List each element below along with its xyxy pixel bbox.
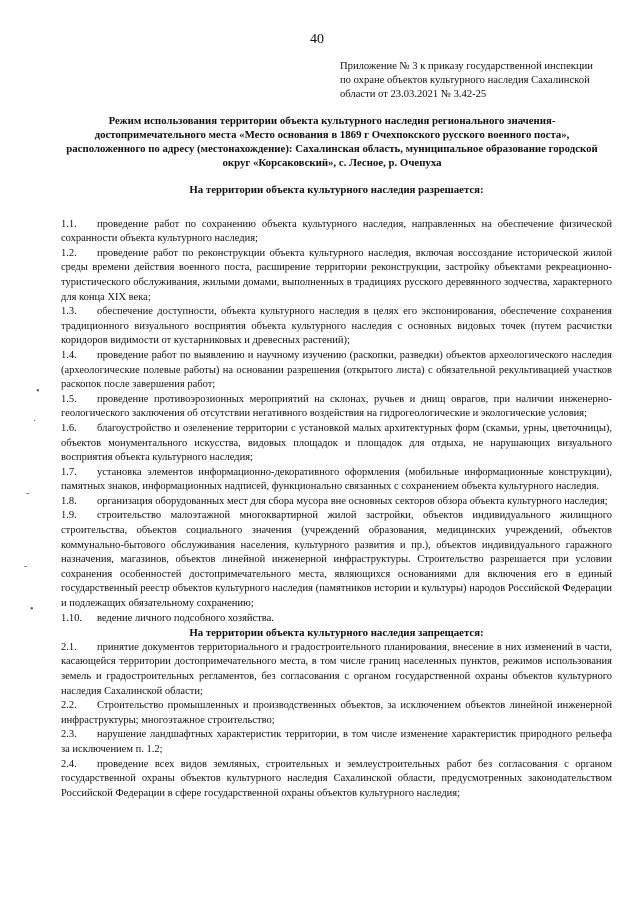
list-item	[61, 218, 612, 247]
item-text: установка элементов информационно-декоративного оформления (мобильные информационные конструкции), памятных знаков, информационных надписей, функционально связанных с сохранением объекта культурного наследия.	[61, 466, 612, 493]
list-item	[61, 466, 612, 495]
item-text: обеспечение доступности, объекта культурного наследия в целях его экспонирования, обеспечение сохранения традиционного визуального восприятия объекта культурного наследия с основных видовых точек (путем расчистки коридоров видимости от кустарниковых и древесных растений);	[61, 306, 612, 347]
appendix-line: по охране объектов культурного наследия Сахалинской	[340, 75, 590, 86]
item-number: 1.4.	[61, 349, 77, 361]
item-number: 1.7.	[61, 466, 77, 478]
item-number: 2.1.	[61, 641, 77, 653]
item-number: 2.3.	[61, 729, 77, 741]
title-line: расположенного по адресу (местонахождение): Сахалинская область, муниципальное образование городской	[66, 143, 598, 155]
scan-mark: -	[26, 488, 30, 499]
item-text: проведение работ по сохранению объекта культурного наследия, направленных на обеспечение физической сохранности объекта культурного наследия;	[61, 218, 612, 245]
item-text: проведение работ по реконструкции объекта культурного наследия, включая воссоздание исторической жилой среды времени действия военного поста, расширение территории реконструкции, застройку объектами рекреационно- туристического обслуживания, жилыми домами, выполненных в традициях русского деревянного зодчества, характерного для конца XIX века;	[61, 247, 612, 303]
item-number: 1.9.	[61, 510, 77, 522]
document-title	[52, 114, 612, 170]
document-body	[61, 183, 612, 801]
item-number: 1.1.	[61, 218, 77, 230]
item-text: строительство малоэтажной многоквартирной жилой застройки, объектов индивидуального жилищного строительства, объектов социального значения (учреждений образования, медицинских учреждений, объектов коммунально-бытового обслуживания населения, культурного развития и пр.), объектов индивидуального гаражного назначения, магазинов, объектов линейной инженерной инфраструктуры. Строительство разрешается при условии сохранения особенностей достопримечательного места, являющихся основаниями для включения его в единый государственный реестр объектов культурного наследия (памятников истории и культуры) народов Российской Федерации и подлежащих обязательному сохранению;	[61, 510, 612, 610]
section-forbidden-heading: На территории объекта культурного наследия запрещается:	[189, 627, 484, 640]
list-item	[61, 758, 612, 802]
scan-mark: •	[36, 386, 40, 397]
list-item	[61, 612, 612, 627]
item-number: 1.2.	[61, 247, 77, 259]
scan-mark: ·	[33, 416, 37, 427]
list-item	[61, 393, 612, 422]
appendix-line: Приложение № 3 к приказу государственной инспекции	[340, 61, 593, 72]
list-item	[61, 422, 612, 466]
appendix-line: области от 23.03.2021 № 3.42-25	[340, 89, 487, 100]
item-text: проведение противоэрозионных мероприятий на склонах, ручьев и днищ оврагов, при наличии инженерно-геологического заключения об отсутствии негативного воздействия на гидрогеологические и экологические условия;	[61, 393, 612, 420]
title-line: округ «Корсаковский», с. Лесное, р. Очепуха	[222, 157, 442, 169]
title-line: достопримечательного места «Место основания в 1869 г Очехпокского русского военного поста»,	[94, 129, 570, 141]
scan-mark: -	[24, 561, 28, 572]
section-allowed-heading: На территории объекта культурного наследия разрешается:	[189, 184, 484, 196]
page-number: 40	[310, 32, 324, 47]
item-number: 1.10.	[61, 612, 82, 624]
item-number: 2.2.	[61, 700, 77, 712]
item-text: Строительство промышленных и производственных объектов, за исключением объектов линейной инженерной инфраструктуры; многоэтажное строительство;	[61, 700, 612, 726]
item-number: 1.3.	[61, 306, 77, 318]
item-text: принятие документов территориального и градостроительного планирования, внесение в них изменений в части, касающейся территории достопримечательного места, в том числе границ населенных пунктов, режимов использования земель и градостроительных регламентов, без согласования с органом государственной охраны объектов культурного наследия Сахалинской области;	[61, 641, 612, 697]
item-number: 1.8.	[61, 495, 77, 507]
item-text: проведение всех видов земляных, строительных и землеустроительных работ без согласования с органом государственной охраны объектов культурного наследия Сахалинской области, предусмотренных законодательством Российской Федерации в сфере государственной охраны объектов культурного наследия;	[61, 758, 612, 799]
item-number: 2.4.	[61, 758, 77, 770]
item-text: проведение работ по выявлению и научному изучению (раскопки, разведки) объектов археологического наследия (археологические полевые работы) на основании разрешения (открытого листа) с обязательной рекультивацией участков раскопок после завершения работ;	[61, 349, 612, 391]
title-line: Режим использования территории объекта культурного наследия регионального значения-	[108, 115, 556, 127]
item-number: 1.6.	[61, 422, 77, 434]
item-text: благоустройство и озеленение территории с установкой малых архитектурных форм (скамьи, урны, цветочницы), объектов монументального искусства, видовых площадок и площадок для отдыха, не нарушающих визуального восприятия объекта культурного наследия;	[61, 422, 612, 464]
item-text: нарушение ландшафтных характеристик территории, в том числе изменение характеристик природного рельефа за исключением п. 1.2;	[61, 729, 612, 755]
list-item	[61, 641, 612, 699]
list-item	[61, 247, 612, 305]
list-item	[61, 305, 612, 349]
scan-mark: •	[30, 604, 34, 615]
list-item	[61, 509, 612, 611]
list-item	[61, 728, 612, 757]
appendix-reference	[340, 60, 612, 102]
list-item	[61, 699, 612, 728]
item-text: организация оборудованных мест для сбора мусора вне основных секторов обзора объекта культурного наследия;	[97, 495, 608, 507]
list-item	[61, 349, 612, 393]
list-item	[61, 495, 612, 510]
item-number: 1.5.	[61, 393, 77, 405]
item-text: ведение личного подсобного хозяйства.	[97, 612, 274, 624]
